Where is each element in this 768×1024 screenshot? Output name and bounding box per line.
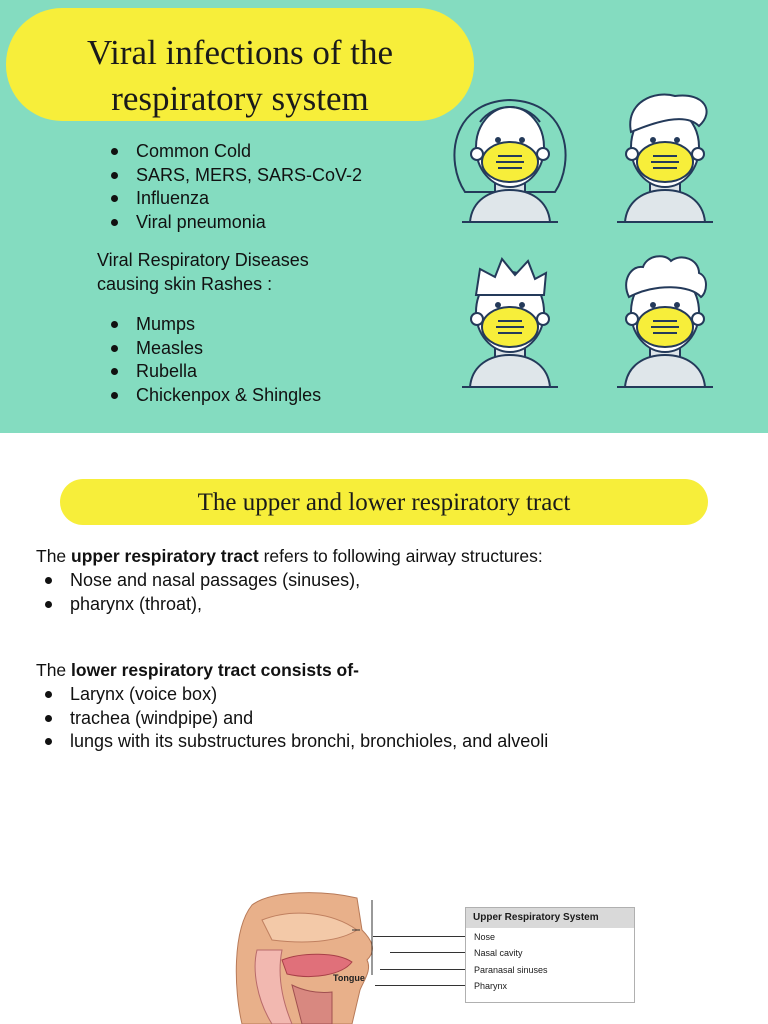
lower-intro-prefix: The <box>36 660 72 680</box>
legend-item-nose: Nose <box>474 932 496 942</box>
upper-intro-prefix: The <box>36 546 72 566</box>
title-line-2: respiratory system <box>111 79 369 118</box>
lower-tract-list <box>42 683 548 754</box>
list-item: Rubella <box>108 360 321 384</box>
upper-tract-intro <box>36 545 543 567</box>
nasal-cavity-leader-line <box>390 952 465 953</box>
upper-intro-bold: upper respiratory tract <box>71 546 259 566</box>
list-item: Influenza <box>108 187 362 211</box>
upper-tract-list <box>42 569 360 616</box>
head-cross-section-illustration <box>232 890 382 1024</box>
list-item: Nose and nasal passages (sinuses), <box>42 569 360 593</box>
list-item: SARS, MERS, SARS-CoV-2 <box>108 164 362 188</box>
list-item: Mumps <box>108 313 321 337</box>
masked-face-icon <box>454 100 565 222</box>
legend-item-nasal-cavity: Nasal cavity <box>474 948 523 958</box>
rash-heading-line-1: Viral Respiratory Diseases <box>97 250 309 270</box>
list-item: pharynx (throat), <box>42 593 360 617</box>
rash-disease-list <box>108 313 321 407</box>
pharynx-leader-line <box>375 985 465 986</box>
list-item: trachea (windpipe) and <box>42 707 548 731</box>
section-heading-pill <box>60 479 708 525</box>
upper-intro-suffix: refers to following airway structures: <box>258 546 543 566</box>
masked-face-icon <box>462 259 558 387</box>
legend-item-paranasal-sinuses: Paranasal sinuses <box>474 965 548 975</box>
infection-list <box>108 140 362 234</box>
section-heading: The upper and lower respiratory tract <box>197 489 571 516</box>
rash-heading <box>97 249 309 296</box>
list-item: Common Cold <box>108 140 362 164</box>
list-item: lungs with its substructures bronchi, bronchioles, and alveoli <box>42 730 548 754</box>
legend-title: Upper Respiratory System <box>466 908 634 928</box>
masked-face-icon <box>617 256 713 387</box>
hero-banner <box>0 0 768 433</box>
diagram-legend <box>465 907 635 1003</box>
masked-faces-illustration <box>440 82 740 402</box>
list-item: Chickenpox & Shingles <box>108 384 321 408</box>
list-item: Larynx (voice box) <box>42 683 548 707</box>
rash-heading-line-2: causing skin Rashes : <box>97 273 273 294</box>
title-line-1: Viral infections of the <box>87 33 393 72</box>
page-title <box>6 30 474 122</box>
lower-tract-intro <box>36 659 359 681</box>
lower-intro-bold: lower respiratory tract consists of- <box>71 660 359 680</box>
sinuses-leader-line <box>380 969 465 970</box>
title-pill <box>6 8 474 121</box>
masked-face-icon <box>617 95 713 223</box>
list-item: Viral pneumonia <box>108 211 362 235</box>
nose-leader-line <box>373 936 465 937</box>
list-item: Measles <box>108 337 321 361</box>
tongue-label: Tongue <box>333 973 365 983</box>
legend-item-pharynx: Pharynx <box>474 981 508 991</box>
